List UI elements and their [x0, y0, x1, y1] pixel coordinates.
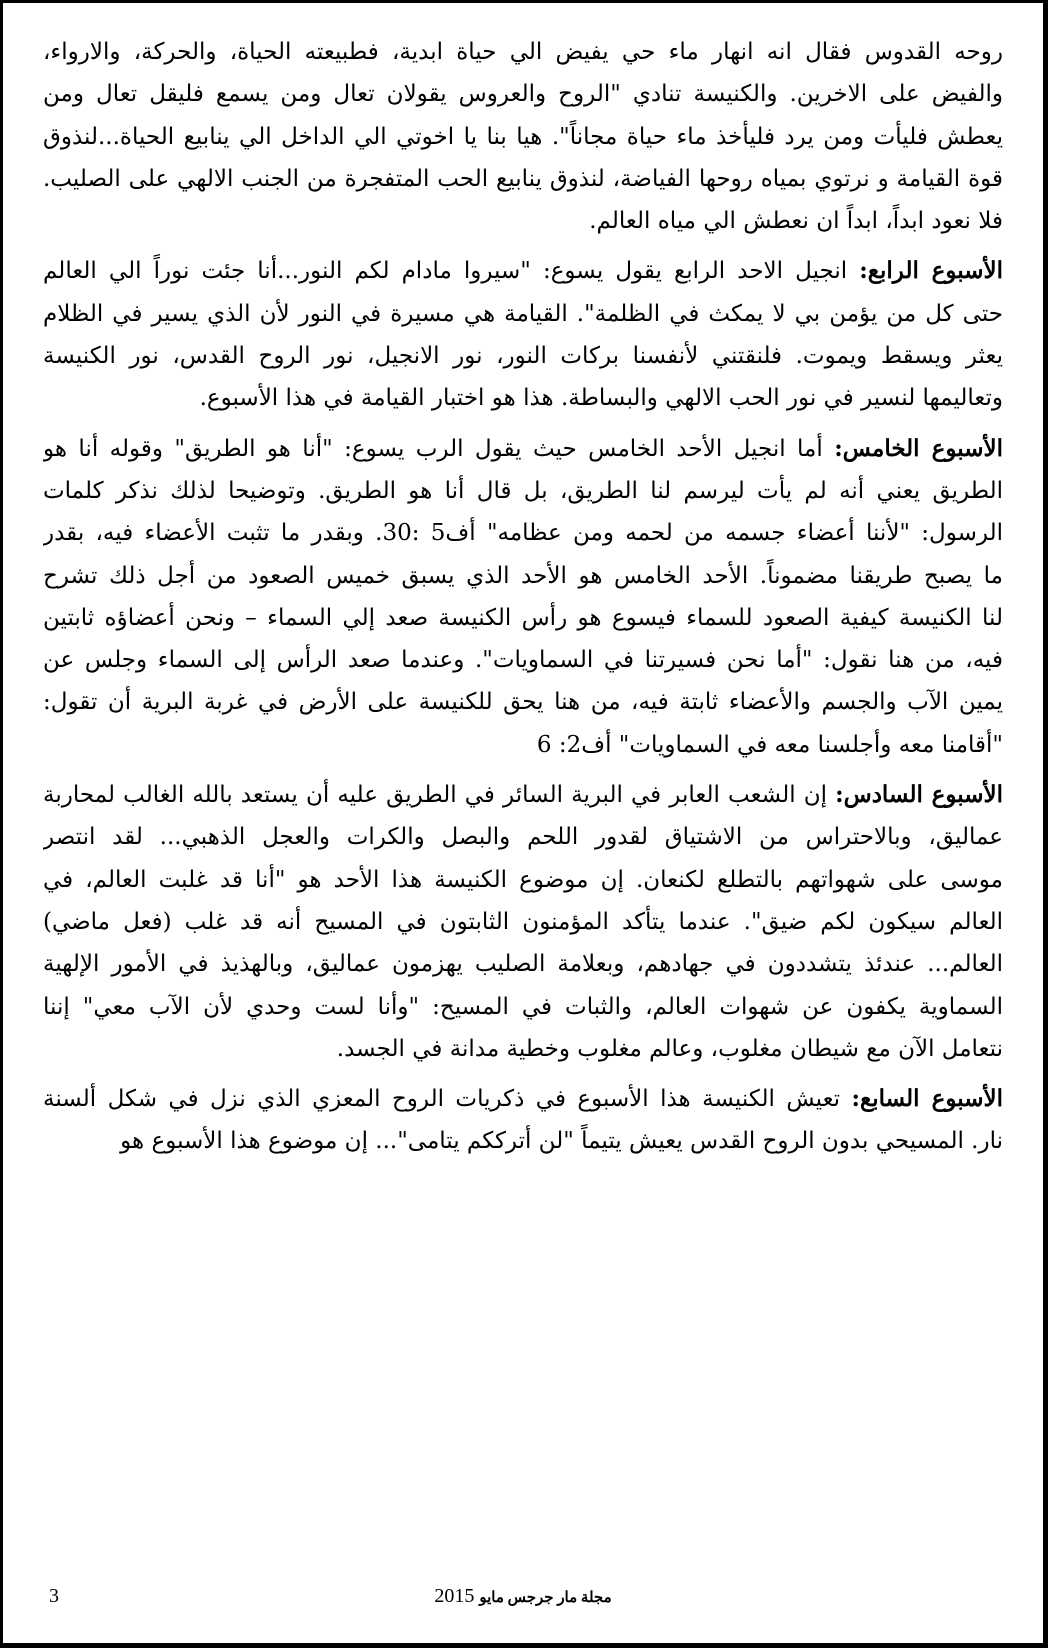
- text-line: وتعاليمها لنسير في نور الحب الالهي والبساطة. هذا هو اختبار القيامة في هذا الأسبوع.: [199, 385, 1003, 412]
- paragraph-week-6: [43, 774, 1003, 1070]
- text-line: نتعامل الآن مع شيطان مغلوب، وعالم مغلوب وخطية مدانة في الجسد.: [336, 1035, 1003, 1062]
- line-text: انجيل الاحد الرابع يقول يسوع: "سيروا مادام لكم النور...أنا جئت نوراً الي العالم: [43, 258, 860, 285]
- text-line: "أقامنا معه وأجلسنا معه في السماويات" أف2: 6: [536, 731, 1003, 758]
- text-line: فيه، من هنا نقول: "أما نحن فسيرتنا في السماويات". وعندما صعد الرأس إلى السماء وجلس عن: [43, 647, 1003, 674]
- text-line: [43, 428, 1003, 470]
- text-line: حتى كل من يؤمن بي لا يمكث في الظلمة". القيامة هي مسيرة في النور لأن الذي يسير في الظلام: [43, 300, 1003, 327]
- paragraph-week-4: [43, 250, 1003, 419]
- section-heading: الأسبوع السابع:: [851, 1085, 1003, 1113]
- paragraph-week-7: [43, 1078, 1003, 1163]
- text-line: نار. المسيحي بدون الروح القدس يعيش يتيماً "لن أترككم يتامى"... إن موضوع هذا الأسبوع هو: [120, 1128, 1003, 1155]
- issue-year: 2015: [434, 1585, 475, 1607]
- text-line: يمين الآب والجسم والأعضاء ثابتة فيه، من هنا يحق للكنيسة على الأرض في غربة البرية أن تقول:: [43, 689, 1003, 716]
- text-line: فلا نعود ابداً، ابداً ان نعطش الي مياه العالم.: [589, 208, 1003, 235]
- text-line: الرسول: "لأننا أعضاء جسمه من لحمه ومن عظامه" أف5 :30. وبقدر ما تثبت الأعضاء فيه، بقدر: [43, 520, 1003, 547]
- text-line: يعطش فليأت ومن يرد فليأخذ ماء حياة مجاناً". هيا بنا يا اخوتي الي الداخل الي ينابيع الحياة...لنذوق: [43, 123, 1003, 150]
- text-line: موسى على شهواتهم بالتطلع لكنعان. إن موضوع الكنيسة هذا الأحد هو "أنا قد غلبت العالم، في: [43, 866, 1003, 893]
- text-line: [43, 1078, 1003, 1120]
- page-footer: [43, 1585, 1003, 1615]
- text-line: [43, 250, 1003, 292]
- section-heading: الأسبوع السادس:: [835, 781, 1003, 809]
- text-line: عماليق، وبالاحتراس من الاشتياق لقدور اللحم والبصل والكرات والعجل الذهبي... لقد انتصر: [43, 824, 1003, 851]
- text-line: العالم سيكون لكم ضيق". عندما يتأكد المؤمنون الثابتون في المسيح أنه قد غلب (فعل ماضي): [43, 908, 1003, 935]
- text-line: لنا الكنيسة كيفية الصعود للسماء فيسوع هو رأس الكنيسة صعد إلي السماء – ونحن أعضاؤه ثابتين: [43, 604, 1003, 631]
- line-text: تعيش الكنيسة هذا الأسبوع في ذكريات الروح المعزي الذي نزل في شكل ألسنة: [43, 1086, 852, 1113]
- text-line: روحه القدوس فقال انه انهار ماء حي يفيض الي حياة ابدية، فطبيعته الحياة، والحركة، والارواء،: [43, 39, 1003, 65]
- text-line: العالم... عندئذ يتشددون في جهادهم، وبعلامة الصليب يهزمون عماليق، وبالهذيذ في الأمور الإلهية: [43, 951, 1003, 978]
- text-line: ما يصبح طريقنا مضموناً. الأحد الخامس هو الأحد الذي يسبق خميس الصعود من أجل ذلك تشرح: [43, 562, 1003, 589]
- paragraph-gap: [43, 1070, 1003, 1078]
- text-line: قوة القيامة و نرتوي بمياه روحها الفياضة، لنذوق ينابيع الحب المتفجرة من الجنب الالهي على الصليب.: [43, 165, 1003, 192]
- text-line: الطريق يعني أنه لم يأت ليرسم لنا الطريق، بل قال أنا هو الطريق. وتوضيحا لذلك نذكر كلمات: [43, 477, 1003, 504]
- magazine-footer: [43, 1585, 1003, 1608]
- article-body: [43, 31, 1003, 1163]
- magazine-name: مجلة مار جرجس مايو: [479, 1590, 612, 1606]
- text-line: السماوية يكفون عن شهوات العالم، والثبات في المسيح: "وأنا لست وحدي لأن الآب معي" إننا: [43, 993, 1003, 1020]
- paragraph-gap: [43, 766, 1003, 774]
- line-text: إن الشعب العابر في البرية السائر في الطريق عليه أن يستعد بالله الغالب لمحاربة: [43, 782, 836, 809]
- line-text: أما انجيل الأحد الخامس حيث يقول الرب يسوع: "أنا هو الطريق" وقوله أنا هو: [43, 435, 835, 462]
- text-line: والفيض على الاخرين. والكنيسة تنادي "الروح والعروس يقولان تعال ومن يسمع فليقل تعال ومن: [43, 81, 1003, 108]
- page-number: 3: [49, 1585, 59, 1607]
- paragraph-gap: [43, 242, 1003, 250]
- section-heading: الأسبوع الخامس:: [834, 434, 1003, 462]
- text-line: [43, 774, 1003, 816]
- section-heading: الأسبوع الرابع:: [859, 257, 1003, 285]
- text-line: يعثر ويسقط ويموت. فلنقتني لأنفسنا بركات النور، نور الانجيل، نور الروح القدس، نور الكنيسة: [43, 343, 1003, 370]
- paragraph-gap: [43, 420, 1003, 428]
- paragraph-week-5: [43, 428, 1003, 766]
- paragraph-intro: [43, 31, 1003, 242]
